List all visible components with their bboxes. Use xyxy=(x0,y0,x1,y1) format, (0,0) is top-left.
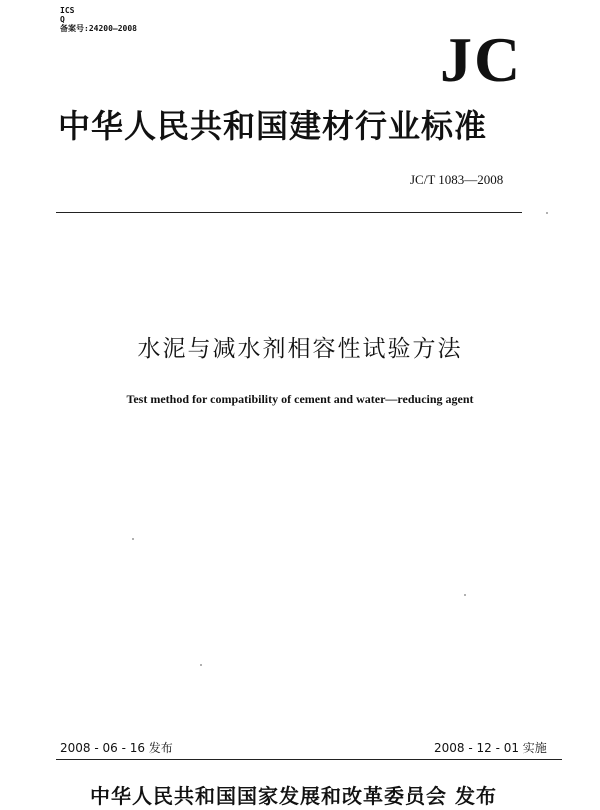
class-code: Q xyxy=(60,15,65,24)
ics-info-block xyxy=(60,6,137,33)
standard-mark: JC xyxy=(440,24,523,95)
ics-label: ICS xyxy=(60,6,75,15)
document-title-cn: 水泥与减水剂相容性试验方法 xyxy=(137,336,463,362)
standard-number: JC/T 1083—2008 xyxy=(410,172,504,187)
scan-speck xyxy=(546,212,548,214)
organization-title: 中华人民共和国建材行业标准 xyxy=(58,107,488,145)
scan-speck xyxy=(132,538,134,540)
record-number: 备案号:24200—2008 xyxy=(60,24,137,33)
scan-speck xyxy=(464,594,466,596)
scan-speck xyxy=(200,664,202,666)
top-divider xyxy=(56,212,522,213)
publisher: 中华人民共和国国家发展和改革委员会 发布 xyxy=(90,784,497,808)
bottom-divider xyxy=(56,759,562,760)
document-title-en: Test method for compatibility of cement and water—reducing agent xyxy=(126,392,474,406)
issue-date: 2008 - 06 - 16 发布 xyxy=(60,741,173,755)
effective-date: 2008 - 12 - 01 实施 xyxy=(434,741,547,755)
